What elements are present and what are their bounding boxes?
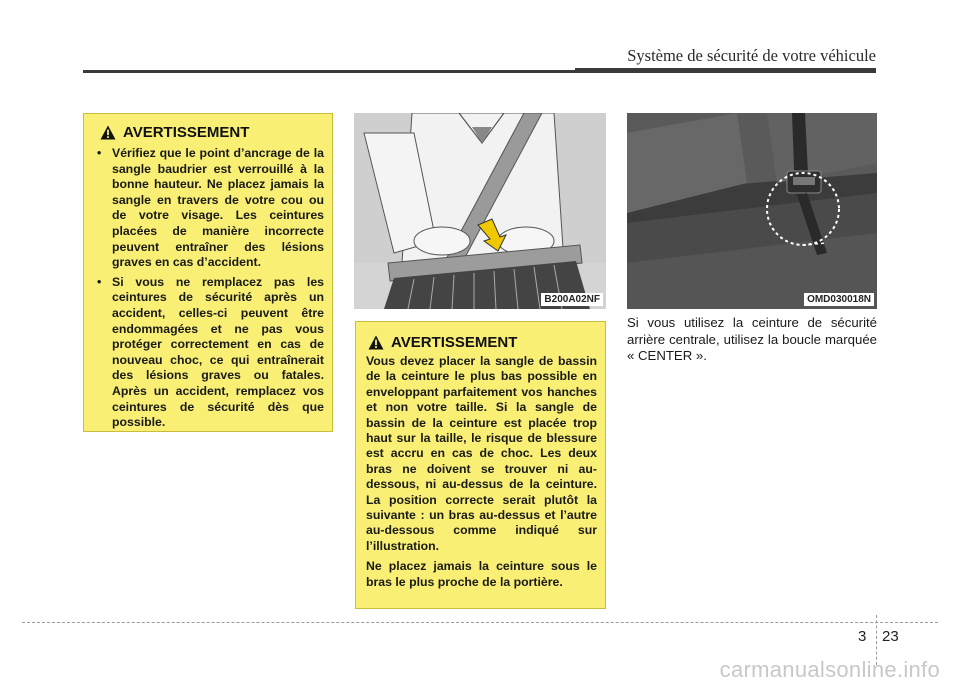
warning-triangle-icon [368,335,384,350]
figure-code: B200A02NF [541,293,603,306]
warning-item: • Si vous ne remplacez pas les ceintures de sécurité après un accident, celles-ci peuvent être endommagées et ne pas vous protéger correctement en cas de nouveau choc, ce qui entraînerait des lésions graves ou fatales. Après un accident, remplacez vos ceintures de sécurité dès que possible. [94,275,324,431]
warning-title: AVERTISSEMENT [123,124,250,141]
warning-paragraph: Ne placez jamais la ceinture sous le bras le plus proche de la portière. [366,559,597,589]
warning-list [94,146,324,431]
lap-belt-drawing [354,113,606,309]
illustration-lap-belt [354,113,606,309]
warning-triangle-icon [100,125,116,140]
header-divider-accent [575,68,876,73]
warning-box-anchor [83,113,333,432]
caption-text: Si vous utilisez la ceinture de sécurité arrière centrale, utilisez la boucle marquée « CENTER ». [627,315,877,363]
chapter-number: 3 [858,628,867,645]
warning-heading [368,334,597,351]
footer-divider [22,622,938,623]
warning-paragraph: Vous devez placer la sangle de bassin de la ceinture le plus bas possible en enveloppant parfaitement vos hanches et non votre taille. Si la sangle de bassin de la ceinture est placée trop haut sur la taille, le risque de blessure est accru en cas de choc. Les deux bras ne doivent se trouver ni au-dessous, ni au-dessus de la ceinture. La position correcte serait plutôt la suivante : un bras au-dessus et l’autre au-dessous comme indiqué sur l’illustration. [366,354,597,553]
warning-item: • Vérifiez que le point d’ancrage de la sangle baudrier est verrouillé à la bonne hauteur. Ne placez jamais la sangle en travers de votre cou ou de votre visage. Les ceintures placées de manière incorrecte peuvent entraîner des lésions graves en cas d’accident. [94,146,324,271]
warning-box-lap-belt [355,321,606,609]
page-number: 23 [882,628,899,645]
figure-code: OMD030018N [804,293,874,306]
center-buckle-photo [627,113,877,309]
page-title: Système de sécurité de votre véhicule [627,46,876,65]
watermark: carmanualsonline.info [719,657,940,682]
warning-heading [100,124,324,141]
photo-center-buckle [627,113,877,309]
warning-title: AVERTISSEMENT [391,334,518,351]
